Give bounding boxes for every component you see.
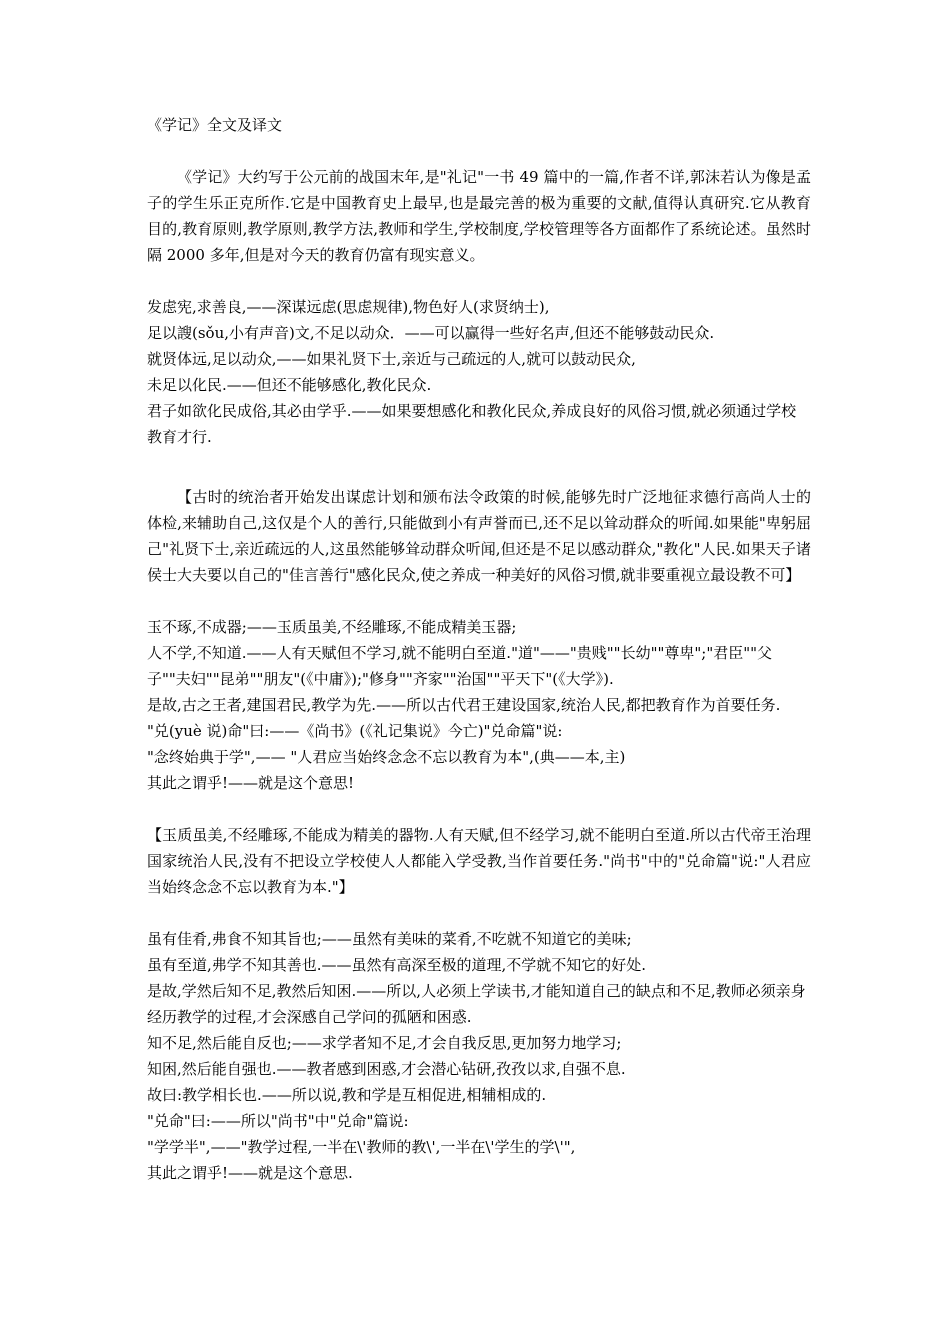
spacer	[147, 154, 811, 164]
text-line: 其此之谓乎!——就是这个意思!	[147, 774, 355, 792]
text-line: 其此之谓乎!——就是这个意思.	[147, 1164, 353, 1182]
spacer	[147, 796, 811, 822]
text-line: 未足以化民.——但还不能够感化,教化民众.	[147, 376, 432, 394]
spacer	[147, 476, 811, 484]
intro-paragraph: 《学记》大约写于公元前的战国末年,是"礼记"一书 49 篇中的一篇,作者不详,郭沫若认为像是孟子的学生乐正克所作.它是中国教育史上最早,也是最完善的极为重要的文献,值得认真研究.它从教育目的,教育原则,教学原则,教学方法,教师和学生,学校制度,学校管理等各方面都作了系统论述。虽然时隔 2000 多年,但是对今天的教育仍富有现实意义。	[147, 168, 811, 264]
text-line: 发虑宪,求善良,——深谋远虑(思虑规律),物色好人(求贤纳士),	[147, 298, 550, 316]
text-line: 虽有至道,弗学不知其善也.——虽然有高深至极的道理,不学就不知它的好处.	[147, 956, 647, 974]
text-line: 玉不琢,不成器;——玉质虽美,不经雕琢,不能成精美玉器;	[147, 618, 517, 636]
document-page	[147, 112, 811, 1186]
spacer	[147, 900, 811, 926]
text-line: "念终始典于学",—— "人君应当始终念念不忘以教育为本",(典——本,主)	[147, 748, 626, 766]
text-line: 知不足,然后能自反也;——求学者知不足,才会自我反思,更加努力地学习;	[147, 1034, 622, 1052]
translation-paragraph: 【玉质虽美,不经雕琢,不能成为精美的器物.人有天赋,但不经学习,就不能明白至道.所以古代帝王治理国家统治人民,没有不把设立学校使人人都能入学受教,当作首要任务."尚书"中的"兑命篇"说:"人君应当始终念念不忘以教育为本."】	[147, 826, 811, 896]
text-line: 是故,学然后知不足,教然后知困.——所以,人必须上学读书,才能知道自己的缺点和不足,教师必须亲身经历教学的过程,才会深感自己学问的孤陋和困惑.	[147, 982, 806, 1026]
text-line: 足以謏(sǒu,小有声音)文,不足以动众．——可以赢得一些好名声,但还不能够鼓动民众.	[147, 324, 715, 342]
text-line: 是故,古之王者,建国君民,教学为先.——所以古代君王建设国家,统治人民,都把教育作为首要任务.	[147, 696, 781, 714]
spacer	[147, 588, 811, 614]
spacer	[147, 268, 811, 294]
text-line: "兑命"曰:——所以"尚书"中"兑命"篇说:	[147, 1112, 409, 1130]
spacer	[147, 450, 811, 476]
text-line: 君子如欲化民成俗,其必由学乎.——如果要想感化和教化民众,养成良好的风俗习惯,就必须通过学校教育才行.	[147, 402, 797, 446]
text-line: 人不学,不知道.——人有天赋但不学习,就不能明白至道."道"——"贵贱""长幼""尊卑";"君臣""父子""夫妇""昆弟""朋友"(《中庸》);"修身""齐家""治国""平天下"(《大学》).	[147, 644, 773, 688]
text-line: "兑(yuè 说)命"曰:——《尚书》(《礼记集说》今亡)"兑命篇"说:	[147, 722, 563, 740]
translation-paragraph: 【古时的统治者开始发出谋虑计划和颁布法令政策的时候,能够先时广泛地征求德行高尚人士的体检,来辅助自己,这仅是个人的善行,只能做到小有声誉而已,还不足以耸动群众的听闻.如果能"卑躬屈己"礼贤下士,亲近疏远的人,这虽然能够耸动群众听闻,但还是不足以感动群众,"教化"人民.如果天子诸侯士大夫要以自己的"佳言善行"感化民众,使之养成一种美好的风俗习惯,就非要重视立最设教不可】	[147, 488, 811, 584]
document-title: 《学记》全文及译文	[147, 116, 283, 134]
text-line: 知困,然后能自强也.——教者感到困惑,才会潜心钻研,孜孜以求,自强不息.	[147, 1060, 626, 1078]
text-line: 故曰:教学相长也.——所以说,教和学是互相促进,相辅相成的.	[147, 1086, 547, 1104]
text-line: 就贤体远,足以动众,——如果礼贤下士,亲近与己疏远的人,就可以鼓动民众,	[147, 350, 636, 368]
text-line: "学学半",——"教学过程,一半在\'教师的教\',一半在\'学生的学\'",	[147, 1138, 576, 1156]
text-line: 虽有佳肴,弗食不知其旨也;——虽然有美味的菜肴,不吃就不知道它的美味;	[147, 930, 632, 948]
